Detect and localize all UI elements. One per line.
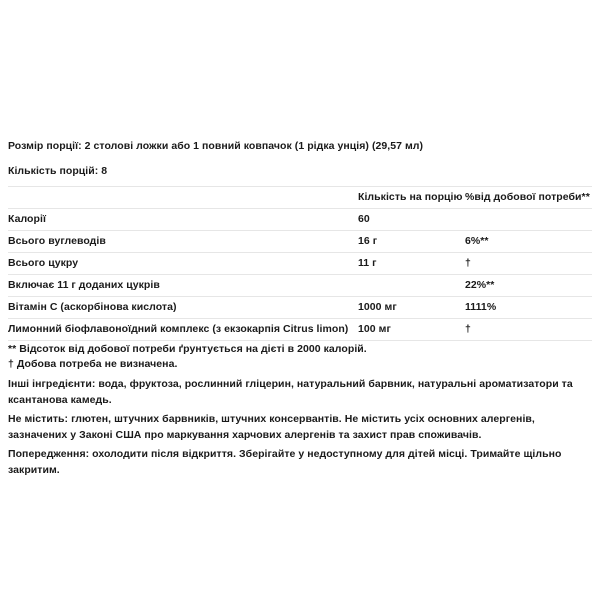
table-row bbox=[8, 231, 592, 253]
table-row bbox=[8, 297, 592, 319]
nutrient-name: Вітамін С (аскорбінова кислота) bbox=[8, 297, 358, 319]
footnote-dagger: † Добова потреба не визначена. bbox=[8, 358, 178, 370]
nutrient-amount: 16 г bbox=[358, 231, 465, 253]
table-body bbox=[8, 209, 592, 341]
column-header-nutrient bbox=[8, 187, 358, 209]
table-row bbox=[8, 319, 592, 341]
table-footnotes bbox=[8, 342, 592, 372]
nutrient-amount: 60 bbox=[358, 209, 465, 231]
table-header bbox=[8, 187, 592, 209]
table-header-row bbox=[8, 187, 592, 209]
nutrition-facts-table bbox=[8, 186, 592, 341]
servings-per-container-line: Кількість порцій: 8 bbox=[8, 165, 108, 177]
other-ingredients-paragraph: Інші інгредієнти: вода, фруктоза, рослинний гліцерин, натуральний барвник, натуральні ароматизатори та ксантанова камедь. bbox=[8, 378, 573, 406]
nutrient-amount: 100 мг bbox=[358, 319, 465, 341]
nutrient-daily-value: 22%** bbox=[465, 275, 592, 297]
nutrient-amount: 1000 мг bbox=[358, 297, 465, 319]
serving-size-line: Розмір порції: 2 столові ложки або 1 повний ковпачок (1 рідка унція) (29,57 мл) bbox=[8, 140, 424, 152]
nutrient-daily-value bbox=[465, 209, 592, 231]
column-header-amount-per-serving: Кількість на порцію bbox=[358, 187, 465, 209]
nutrient-name: Всього вуглеводів bbox=[8, 231, 358, 253]
nutrient-amount bbox=[358, 275, 465, 297]
nutrient-name: Лимонний біофлавоноїдний комплекс (з екзокарпія Citrus limon) bbox=[8, 319, 358, 341]
nutrient-amount: 11 г bbox=[358, 253, 465, 275]
nutrient-daily-value: † bbox=[465, 319, 592, 341]
nutrient-daily-value: 6%** bbox=[465, 231, 592, 253]
table-row bbox=[8, 253, 592, 275]
warning-paragraph: Попередження: охолодити після відкриття. Зберігайте у недоступному для дітей місці. Тримайте щільно закритим. bbox=[8, 448, 562, 476]
nutrient-daily-value: † bbox=[465, 253, 592, 275]
allergen-statement-paragraph: Не містить: глютен, штучних барвників, штучних консервантів. Не містить усіх основних алергенів, зазначених у Законі США про маркування харчових алергенів та захист прав споживачів. bbox=[8, 413, 535, 441]
footnote-daily-value: ** Відсоток від добової потреби ґрунтується на дієті в 2000 калорій. bbox=[8, 343, 367, 355]
nutrient-daily-value: 1111% bbox=[465, 297, 592, 319]
nutrient-name: Калорії bbox=[8, 209, 358, 231]
nutrient-name: Всього цукру bbox=[8, 253, 358, 275]
column-header-daily-value: %від добової потреби** bbox=[465, 187, 592, 209]
table-row bbox=[8, 275, 592, 297]
table-row bbox=[8, 209, 592, 231]
serving-information bbox=[8, 139, 592, 178]
nutrient-name: Включає 11 г доданих цукрів bbox=[8, 275, 358, 297]
